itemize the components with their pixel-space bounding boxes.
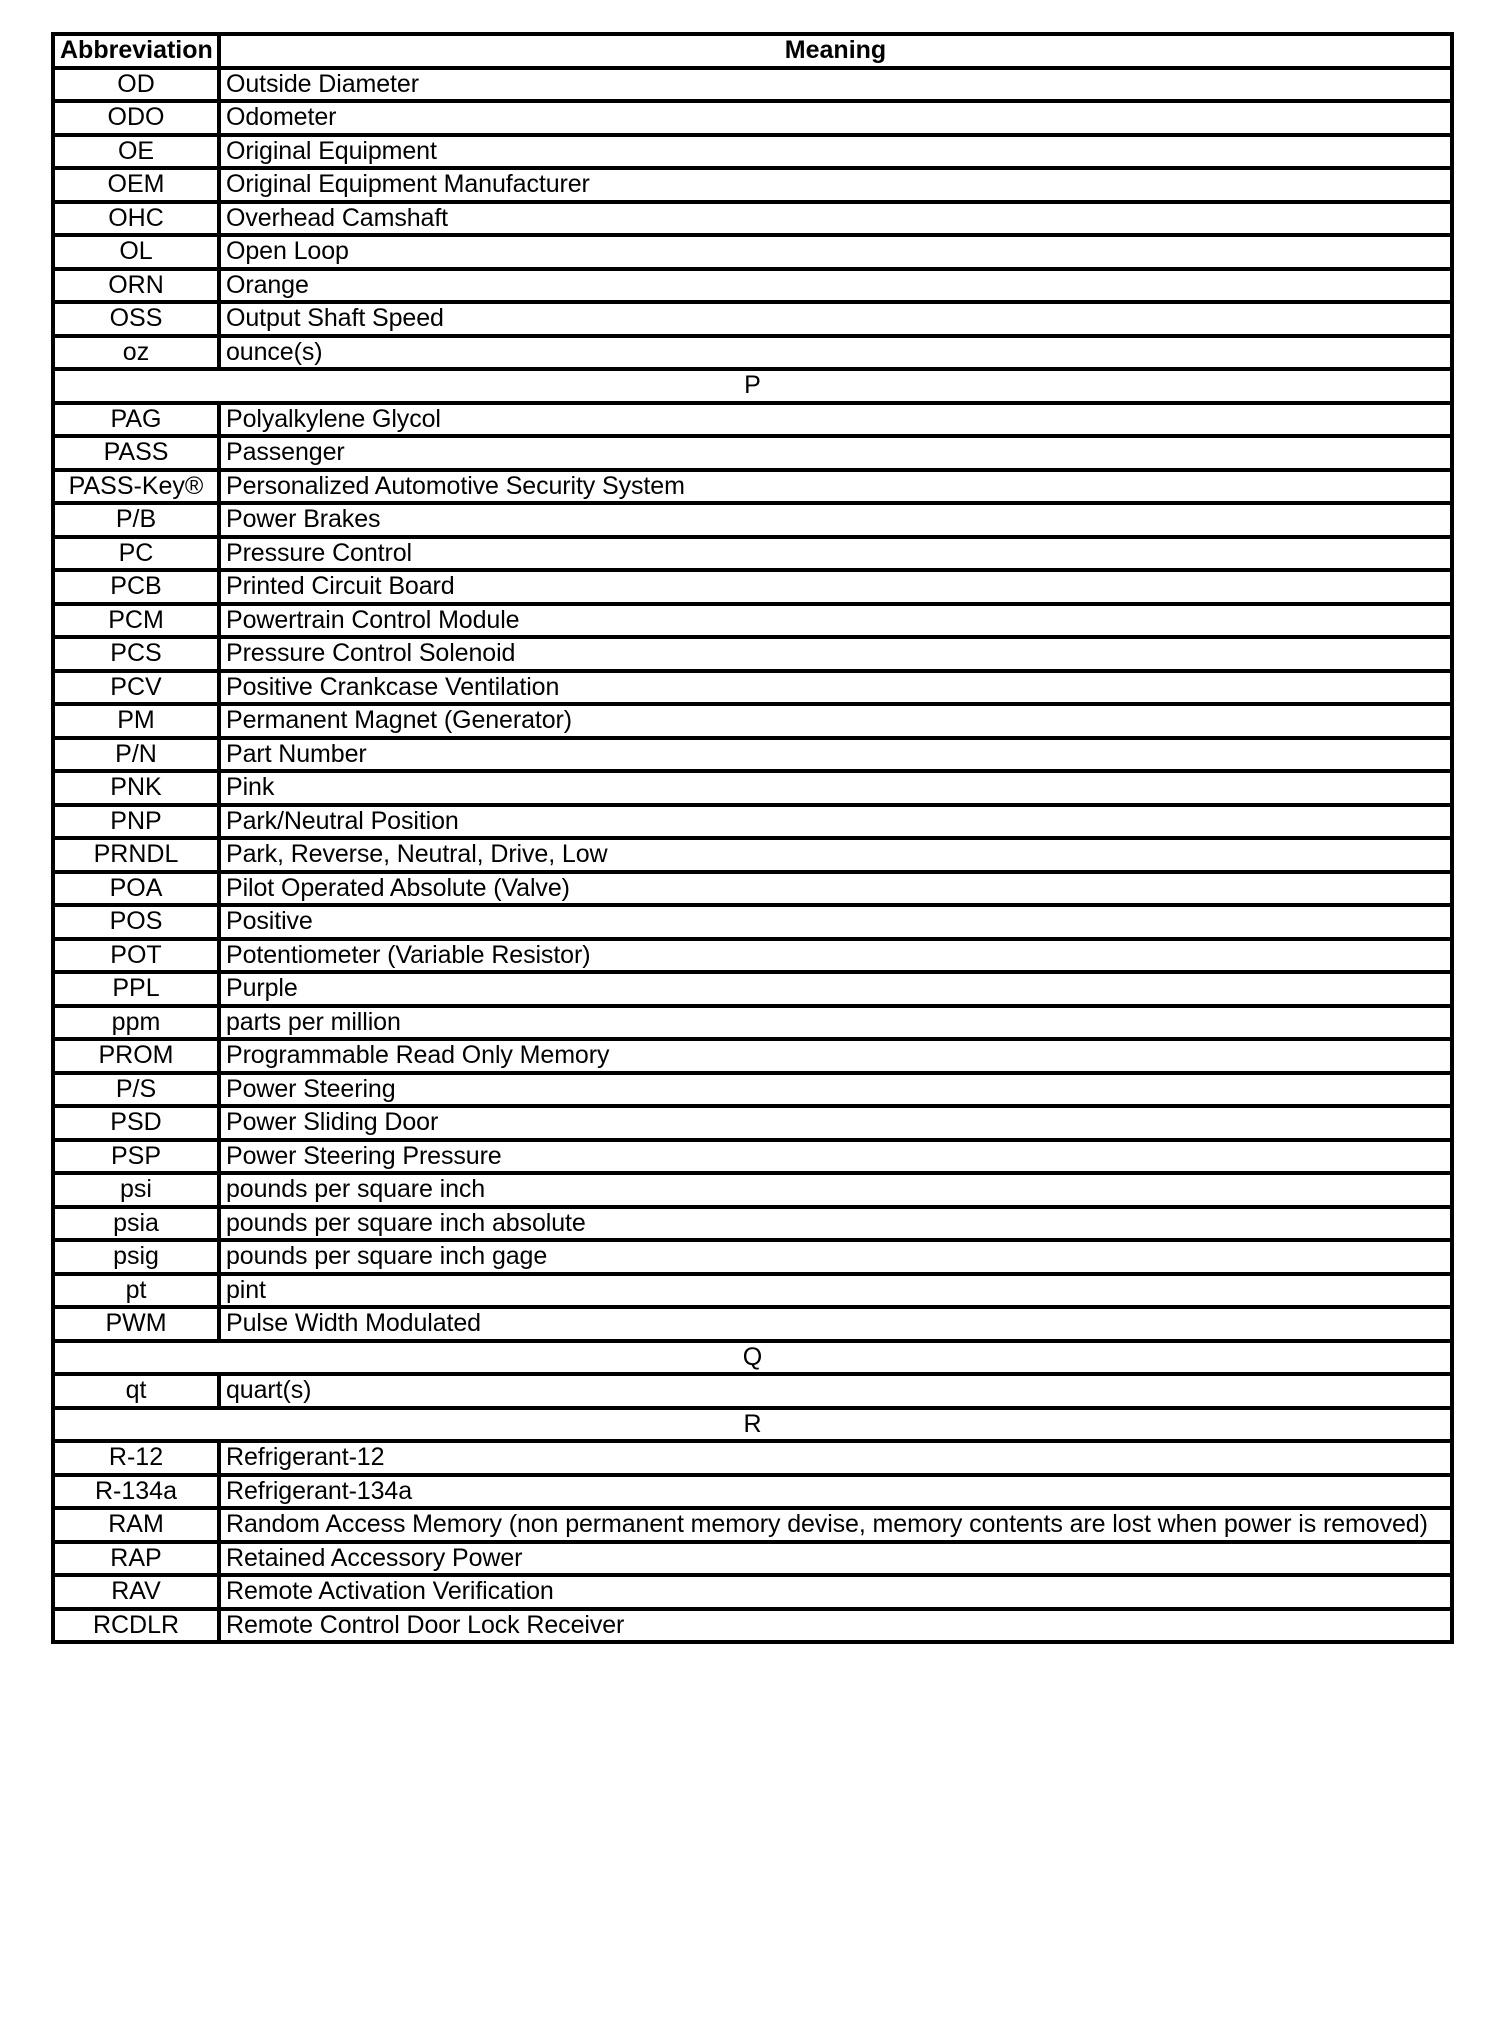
- table-header-row: [53, 34, 1452, 68]
- table-row: [53, 1475, 1452, 1509]
- meaning-cell: Pressure Control: [219, 537, 1452, 571]
- table-row: [53, 503, 1452, 537]
- meaning-cell: Power Steering: [219, 1073, 1452, 1107]
- meaning-cell: parts per million: [219, 1006, 1452, 1040]
- abbreviation-cell: PRNDL: [53, 838, 219, 872]
- table-row: [53, 838, 1452, 872]
- meaning-cell: Output Shaft Speed: [219, 302, 1452, 336]
- abbreviation-cell: POS: [53, 905, 219, 939]
- meaning-cell: pounds per square inch gage: [219, 1240, 1452, 1274]
- abbreviation-cell: P/N: [53, 738, 219, 772]
- meaning-cell: Retained Accessory Power: [219, 1542, 1452, 1576]
- table-row: [53, 872, 1452, 906]
- abbreviation-cell: OHC: [53, 202, 219, 236]
- abbreviation-cell: psig: [53, 1240, 219, 1274]
- section-letter: P: [53, 369, 1452, 403]
- table-row: [53, 135, 1452, 169]
- table-row: [53, 1508, 1452, 1542]
- table-row: [53, 537, 1452, 571]
- table-row: [53, 403, 1452, 437]
- meaning-cell: Original Equipment Manufacturer: [219, 168, 1452, 202]
- table-row: [53, 101, 1452, 135]
- abbreviation-cell: PNP: [53, 805, 219, 839]
- meaning-cell: Part Number: [219, 738, 1452, 772]
- abbreviation-cell: psi: [53, 1173, 219, 1207]
- table-row: [53, 704, 1452, 738]
- abbreviation-cell: PSD: [53, 1106, 219, 1140]
- meaning-cell: Powertrain Control Module: [219, 604, 1452, 638]
- abbreviation-cell: R-12: [53, 1441, 219, 1475]
- meaning-cell: Park, Reverse, Neutral, Drive, Low: [219, 838, 1452, 872]
- abbreviation-cell: PC: [53, 537, 219, 571]
- abbreviation-cell: POA: [53, 872, 219, 906]
- abbreviation-table: [51, 32, 1454, 1644]
- abbreviation-cell: ORN: [53, 269, 219, 303]
- meaning-cell: Overhead Camshaft: [219, 202, 1452, 236]
- abbreviation-cell: OSS: [53, 302, 219, 336]
- section-letter: R: [53, 1408, 1452, 1442]
- meaning-cell: Positive Crankcase Ventilation: [219, 671, 1452, 705]
- table-row: [53, 738, 1452, 772]
- meaning-cell: Passenger: [219, 436, 1452, 470]
- table-row: [53, 1140, 1452, 1174]
- meaning-cell: Pilot Operated Absolute (Valve): [219, 872, 1452, 906]
- meaning-cell: Pulse Width Modulated: [219, 1307, 1452, 1341]
- meaning-cell: Odometer: [219, 101, 1452, 135]
- meaning-cell: pounds per square inch absolute: [219, 1207, 1452, 1241]
- table-row: [53, 905, 1452, 939]
- table-row: [53, 269, 1452, 303]
- table-row: [53, 671, 1452, 705]
- table-row: [53, 570, 1452, 604]
- abbreviation-cell: OE: [53, 135, 219, 169]
- meaning-cell: pint: [219, 1274, 1452, 1308]
- abbreviation-cell: POT: [53, 939, 219, 973]
- meaning-cell: Power Steering Pressure: [219, 1140, 1452, 1174]
- abbreviation-cell: RAP: [53, 1542, 219, 1576]
- meaning-cell: Remote Activation Verification: [219, 1575, 1452, 1609]
- abbreviation-cell: PSP: [53, 1140, 219, 1174]
- abbreviation-cell: PASS: [53, 436, 219, 470]
- table-row: [53, 436, 1452, 470]
- abbreviation-cell: PCV: [53, 671, 219, 705]
- section-row: [53, 1341, 1452, 1375]
- table-body: [53, 68, 1452, 1643]
- section-row: [53, 369, 1452, 403]
- abbreviation-cell: qt: [53, 1374, 219, 1408]
- abbreviation-cell: pt: [53, 1274, 219, 1308]
- abbreviation-cell: RCDLR: [53, 1609, 219, 1643]
- table-row: [53, 771, 1452, 805]
- table-row: [53, 939, 1452, 973]
- table-row: [53, 805, 1452, 839]
- abbreviation-cell: PROM: [53, 1039, 219, 1073]
- abbreviation-cell: PPL: [53, 972, 219, 1006]
- abbreviation-cell: ppm: [53, 1006, 219, 1040]
- table-row: [53, 1441, 1452, 1475]
- table-row: [53, 1006, 1452, 1040]
- meaning-cell: Refrigerant-12: [219, 1441, 1452, 1475]
- meaning-cell: pounds per square inch: [219, 1173, 1452, 1207]
- table-row: [53, 637, 1452, 671]
- abbreviation-cell: OL: [53, 235, 219, 269]
- table-row: [53, 470, 1452, 504]
- table-row: [53, 1307, 1452, 1341]
- meaning-cell: Purple: [219, 972, 1452, 1006]
- abbreviation-cell: PM: [53, 704, 219, 738]
- column-header-meaning: Meaning: [219, 34, 1452, 68]
- meaning-cell: Random Access Memory (non permanent memory devise, memory contents are lost when power is removed): [219, 1508, 1452, 1542]
- meaning-cell: Park/Neutral Position: [219, 805, 1452, 839]
- abbreviation-cell: OD: [53, 68, 219, 102]
- meaning-cell: Permanent Magnet (Generator): [219, 704, 1452, 738]
- abbreviation-cell: OEM: [53, 168, 219, 202]
- abbreviation-cell: RAV: [53, 1575, 219, 1609]
- meaning-cell: ounce(s): [219, 336, 1452, 370]
- table-row: [53, 1039, 1452, 1073]
- meaning-cell: Power Brakes: [219, 503, 1452, 537]
- meaning-cell: Open Loop: [219, 235, 1452, 269]
- meaning-cell: Printed Circuit Board: [219, 570, 1452, 604]
- abbreviation-cell: psia: [53, 1207, 219, 1241]
- abbreviation-cell: PCM: [53, 604, 219, 638]
- meaning-cell: Remote Control Door Lock Receiver: [219, 1609, 1452, 1643]
- table-row: [53, 604, 1452, 638]
- table-row: [53, 68, 1452, 102]
- abbreviation-cell: RAM: [53, 1508, 219, 1542]
- section-row: [53, 1408, 1452, 1442]
- meaning-cell: quart(s): [219, 1374, 1452, 1408]
- table-row: [53, 1073, 1452, 1107]
- table-row: [53, 1274, 1452, 1308]
- table-row: [53, 168, 1452, 202]
- abbreviation-cell: PAG: [53, 403, 219, 437]
- column-header-abbreviation: Abbreviation: [53, 34, 219, 68]
- table-row: [53, 1575, 1452, 1609]
- abbreviation-cell: PNK: [53, 771, 219, 805]
- section-letter: Q: [53, 1341, 1452, 1375]
- abbreviation-cell: PCB: [53, 570, 219, 604]
- table-row: [53, 1374, 1452, 1408]
- abbreviation-cell: R-134a: [53, 1475, 219, 1509]
- meaning-cell: Power Sliding Door: [219, 1106, 1452, 1140]
- meaning-cell: Polyalkylene Glycol: [219, 403, 1452, 437]
- meaning-cell: Original Equipment: [219, 135, 1452, 169]
- table-row: [53, 1173, 1452, 1207]
- table-row: [53, 1207, 1452, 1241]
- abbreviation-cell: PCS: [53, 637, 219, 671]
- table-row: [53, 336, 1452, 370]
- abbreviation-cell: P/S: [53, 1073, 219, 1107]
- abbreviation-cell: PASS-Key®: [53, 470, 219, 504]
- meaning-cell: Outside Diameter: [219, 68, 1452, 102]
- abbreviation-cell: oz: [53, 336, 219, 370]
- table-row: [53, 1542, 1452, 1576]
- meaning-cell: Personalized Automotive Security System: [219, 470, 1452, 504]
- meaning-cell: Pink: [219, 771, 1452, 805]
- table-row: [53, 1609, 1452, 1643]
- meaning-cell: Positive: [219, 905, 1452, 939]
- meaning-cell: Refrigerant-134a: [219, 1475, 1452, 1509]
- table-row: [53, 1240, 1452, 1274]
- meaning-cell: Programmable Read Only Memory: [219, 1039, 1452, 1073]
- meaning-cell: Orange: [219, 269, 1452, 303]
- table-row: [53, 1106, 1452, 1140]
- meaning-cell: Potentiometer (Variable Resistor): [219, 939, 1452, 973]
- abbreviation-cell: PWM: [53, 1307, 219, 1341]
- abbreviation-cell: P/B: [53, 503, 219, 537]
- abbreviation-cell: ODO: [53, 101, 219, 135]
- table-row: [53, 972, 1452, 1006]
- table-row: [53, 202, 1452, 236]
- table-row: [53, 302, 1452, 336]
- table-row: [53, 235, 1452, 269]
- meaning-cell: Pressure Control Solenoid: [219, 637, 1452, 671]
